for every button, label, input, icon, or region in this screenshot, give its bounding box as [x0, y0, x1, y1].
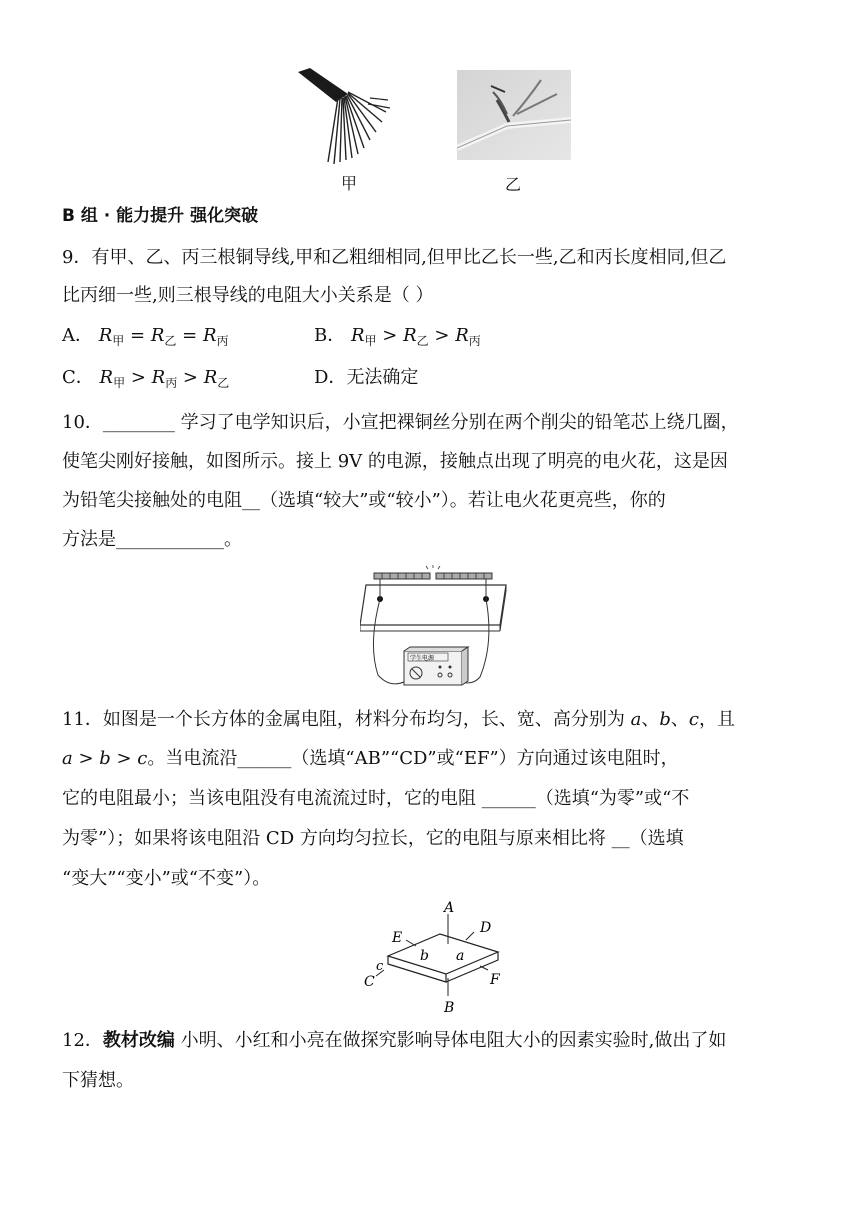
label-A: A	[444, 900, 455, 916]
question-10-line-2: 使笔尖刚好接触，如图所示。接上 9V 的电源，接触点出现了明亮的电火花，这是因	[62, 451, 728, 472]
option-d-label: D．	[314, 367, 347, 388]
question-10-line-4: 方法是____________。	[62, 529, 242, 550]
question-11-line-3: 它的电阻最小；当该电阻没有电流流过时，它的电阻 ______（选填“为零”或“不	[62, 788, 690, 809]
question-10-line-3: 为铅笔尖接触处的电阻__（选填“较大”或“较小”）。若让电火花更亮些，你的	[62, 490, 666, 511]
option-a-label: A．	[62, 325, 93, 346]
option-b-label: B．	[314, 325, 346, 346]
question-11-line-5: “变大”“变小”或“不变”）。	[62, 868, 271, 889]
question-10-line-1: 10．________ 学习了电学知识后，小宣把裸铜丝分别在两个削尖的铅笔芯上绕几圈，	[62, 412, 739, 433]
label-b: b	[420, 948, 429, 964]
label-c: c	[376, 959, 384, 974]
power-supply-label: 学生电源	[410, 655, 435, 662]
label-D: D	[480, 920, 492, 936]
option-b: B． $R_甲 > R_乙 > R_丙$	[314, 325, 481, 348]
source-tag: 教材改编	[102, 1030, 175, 1051]
question-12-line-1: 12．教材改编 小明、小红和小亮在做探究影响导体电阻大小的因素实验时,做出了如	[62, 1030, 727, 1051]
block-resistor-figure	[360, 900, 520, 1016]
figure-caption-jia: 甲	[341, 174, 358, 193]
option-c: C． $R_甲 > R_丙 > R_乙$	[62, 367, 230, 390]
option-d-text: 无法确定	[346, 367, 419, 388]
label-a: a	[456, 948, 465, 964]
question-11-line-1: 11．如图是一个长方体的金属电阻，材料分布均匀，长、宽、高分别为 a、b、c，且	[62, 709, 735, 730]
wire-figure-jia	[296, 68, 392, 166]
question-9-line-2: 比丙细一些,则三根导线的电阻大小关系是（ ）	[62, 285, 434, 306]
label-B: B	[444, 1000, 455, 1016]
question-9-line-1: 9．有甲、乙、丙三根铜导线,甲和乙粗细相同,但甲比乙长一些,乙和丙长度相同,但乙	[62, 247, 727, 268]
question-11-line-2: a > b > c。当电流沿______（选填“AB”“CD”或“EF”）方向通过该电阻时，	[62, 748, 679, 769]
option-c-label: C．	[62, 367, 94, 388]
pencil-spark-figure	[360, 565, 510, 689]
question-12-line-2: 下猜想。	[62, 1070, 134, 1091]
label-C: C	[364, 974, 375, 990]
question-11-line-4: 为零”）；如果将该电阻沿 CD 方向均匀拉长，它的电阻与原来相比将 __（选填	[62, 828, 684, 849]
figure-caption-yi: 乙	[505, 175, 522, 194]
label-E: E	[392, 930, 403, 946]
label-F: F	[490, 972, 500, 988]
option-d	[314, 365, 418, 391]
section-heading: B 组 · 能力提升 强化突破	[62, 206, 259, 226]
wire-figure-yi	[457, 70, 571, 160]
option-a: A． $R_甲 = R_乙 = R_丙$	[62, 325, 229, 348]
